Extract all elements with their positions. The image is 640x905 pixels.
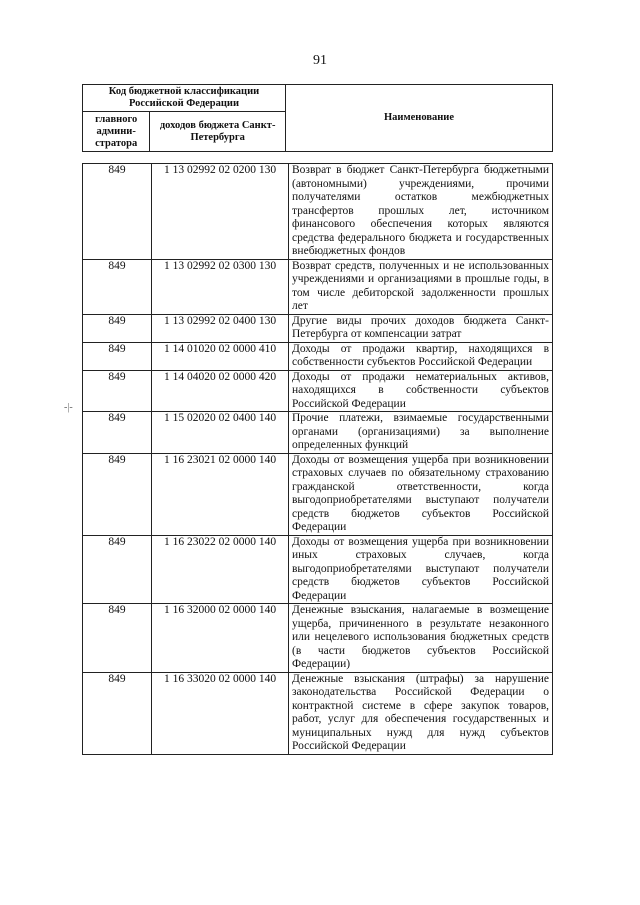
admin-column-header: главного админи-стратора <box>83 112 150 152</box>
table-row <box>83 672 553 754</box>
income-code-cell: 1 13 02992 02 0400 130 <box>152 314 289 342</box>
admin-code-cell: 849 <box>83 314 152 342</box>
income-name-cell: Прочие платежи, взимаемые государственными органами (организациями) за выполнение определенных функций <box>289 412 553 454</box>
table-body <box>83 164 553 755</box>
income-name-cell: Денежные взыскания, налагаемые в возмещение ущерба, причиненного в результате незаконного или нецелевого использования бюджетных средств (в части бюджетов субъектов Российской Федерации) <box>289 604 553 673</box>
page-number: 91 <box>313 53 327 68</box>
margin-mark: ‑|‑ <box>64 402 73 413</box>
admin-code-cell: 849 <box>83 535 152 604</box>
income-code-cell: 1 16 33020 02 0000 140 <box>152 672 289 754</box>
income-name-cell: Доходы от продажи квартир, находящихся в собственности субъектов Российской Федерации <box>289 342 553 370</box>
table-row <box>83 314 553 342</box>
table-row <box>83 259 553 314</box>
income-code-cell: 1 15 02020 02 0400 140 <box>152 412 289 454</box>
table-header <box>82 84 553 152</box>
table-row <box>83 370 553 412</box>
budget-codes-table <box>82 163 553 755</box>
income-code-cell: 1 14 01020 02 0000 410 <box>152 342 289 370</box>
income-code-cell: 1 13 02992 02 0200 130 <box>152 164 289 260</box>
table-row <box>83 342 553 370</box>
income-code-cell: 1 16 32000 02 0000 140 <box>152 604 289 673</box>
income-name-cell: Денежные взыскания (штрафы) за нарушение законодательства Российской Федерации о контрактной системе в сфере закупок товаров, работ, услуг для обеспечения государственных и муниципальных нужд для нужд субъектов Российской Федерации <box>289 672 553 754</box>
admin-code-cell: 849 <box>83 672 152 754</box>
admin-code-cell: 849 <box>83 342 152 370</box>
income-name-cell: Доходы от возмещения ущерба при возникновении иных страховых случаев, когда выгодоприобретателями выступают получатели средств бюджетов субъектов Российской Федерации <box>289 535 553 604</box>
code-column-header: доходов бюджета Санкт-Петербурга <box>150 112 286 152</box>
admin-code-cell: 849 <box>83 453 152 535</box>
income-name-cell: Доходы от продажи нематериальных активов, находящихся в собственности субъектов Российской Федерации <box>289 370 553 412</box>
income-code-cell: 1 14 04020 02 0000 420 <box>152 370 289 412</box>
income-name-cell: Возврат средств, полученных и не использованных учреждениями и организациями в прошлые годы, в том числе дебиторской задолженности прошлых лет <box>289 259 553 314</box>
income-code-cell: 1 16 23021 02 0000 140 <box>152 453 289 535</box>
admin-code-cell: 849 <box>83 164 152 260</box>
admin-code-cell: 849 <box>83 412 152 454</box>
table-row <box>83 453 553 535</box>
admin-code-cell: 849 <box>83 370 152 412</box>
table-row <box>83 164 553 260</box>
table-row <box>83 604 553 673</box>
classification-group-header: Код бюджетной классификации Российской Федерации <box>83 85 286 112</box>
income-name-cell: Возврат в бюджет Санкт-Петербурга бюджетными (автономными) учреждениями, прочими получателями остатков межбюджетных трансфертов прошлых лет, источником финансового обеспечения которых являются средства федерального бюджета и государственных внебюджетных фондов <box>289 164 553 260</box>
table-row <box>83 535 553 604</box>
income-code-cell: 1 13 02992 02 0300 130 <box>152 259 289 314</box>
admin-code-cell: 849 <box>83 259 152 314</box>
income-code-cell: 1 16 23022 02 0000 140 <box>152 535 289 604</box>
income-name-cell: Доходы от возмещения ущерба при возникновении страховых случаев по обязательному страхованию гражданской ответственности, когда выгодоприобретателями выступают получатели средств бюджетов субъектов Российской Федерации <box>289 453 553 535</box>
admin-code-cell: 849 <box>83 604 152 673</box>
name-column-header: Наименование <box>286 85 553 152</box>
table-row <box>83 412 553 454</box>
income-name-cell: Другие виды прочих доходов бюджета Санкт-Петербурга от компенсации затрат <box>289 314 553 342</box>
